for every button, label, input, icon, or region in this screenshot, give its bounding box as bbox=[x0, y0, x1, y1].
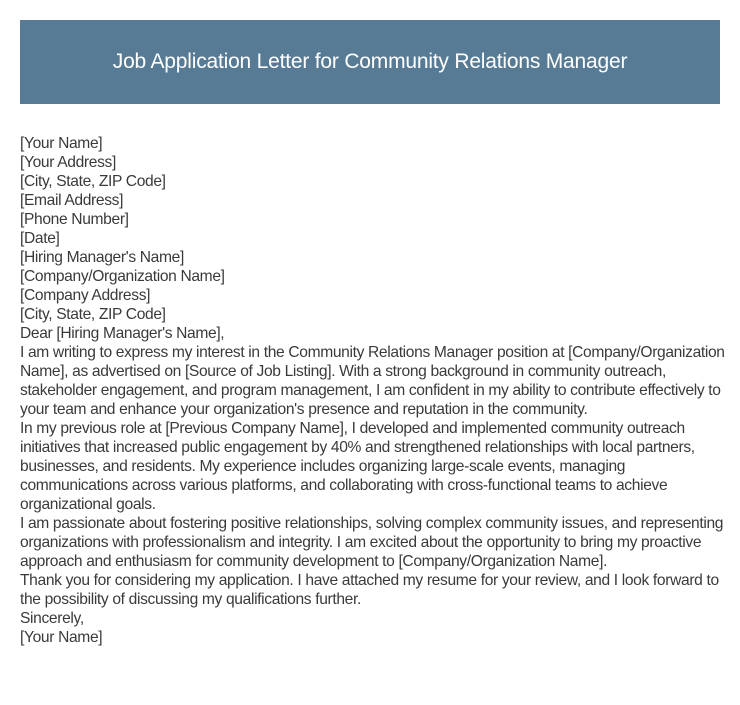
sender-address: [Your Address] bbox=[20, 154, 116, 171]
salutation: Dear [Hiring Manager's Name], bbox=[20, 325, 225, 342]
paragraph-experience: In my previous role at [Previous Company Name], I developed and implemented community outreach initiatives that increased public engagement by 40% and strengthened relationships with local partners, businesses, and residents. My experience includes organizing large-scale events, managing communications across various platforms, and collaborating with cross-functional teams to achieve organizational goals. bbox=[20, 420, 695, 513]
sender-name: [Your Name] bbox=[20, 135, 103, 152]
recipient-company: [Company/Organization Name] bbox=[20, 268, 225, 285]
paragraph-thanks: Thank you for considering my application. I have attached my resume for your review, and I look forward to the possibility of discussing my qualifications further. bbox=[20, 572, 719, 608]
sender-email: [Email Address] bbox=[20, 192, 124, 209]
letter-body bbox=[20, 134, 725, 647]
sender-city-state-zip: [City, State, ZIP Code] bbox=[20, 173, 166, 190]
sender-phone: [Phone Number] bbox=[20, 211, 129, 228]
recipient-city-state-zip: [City, State, ZIP Code] bbox=[20, 306, 166, 323]
letter-date: [Date] bbox=[20, 230, 60, 247]
recipient-name: [Hiring Manager's Name] bbox=[20, 249, 184, 266]
signature: [Your Name] bbox=[20, 629, 103, 646]
paragraph-intro: I am writing to express my interest in the Community Relations Manager position at [Company/Organization Name], as advertised on [Source of Job Listing]. With a strong background in community outreach, stakeholder engagement, and program management, I am confident in my ability to contribute effectively to your team and enhance your organization's presence and reputation in the community. bbox=[20, 344, 725, 418]
recipient-address: [Company Address] bbox=[20, 287, 151, 304]
letter-header bbox=[20, 20, 720, 104]
closing: Sincerely, bbox=[20, 610, 84, 627]
page-title: Job Application Letter for Community Relations Manager bbox=[112, 50, 628, 73]
paragraph-passion: I am passionate about fostering positive relationships, solving complex community issues, and representing organizations with professionalism and integrity. I am excited about the opportunity to bring my proactive approach and enthusiasm for community development to [Company/Organization Name]. bbox=[20, 515, 724, 570]
